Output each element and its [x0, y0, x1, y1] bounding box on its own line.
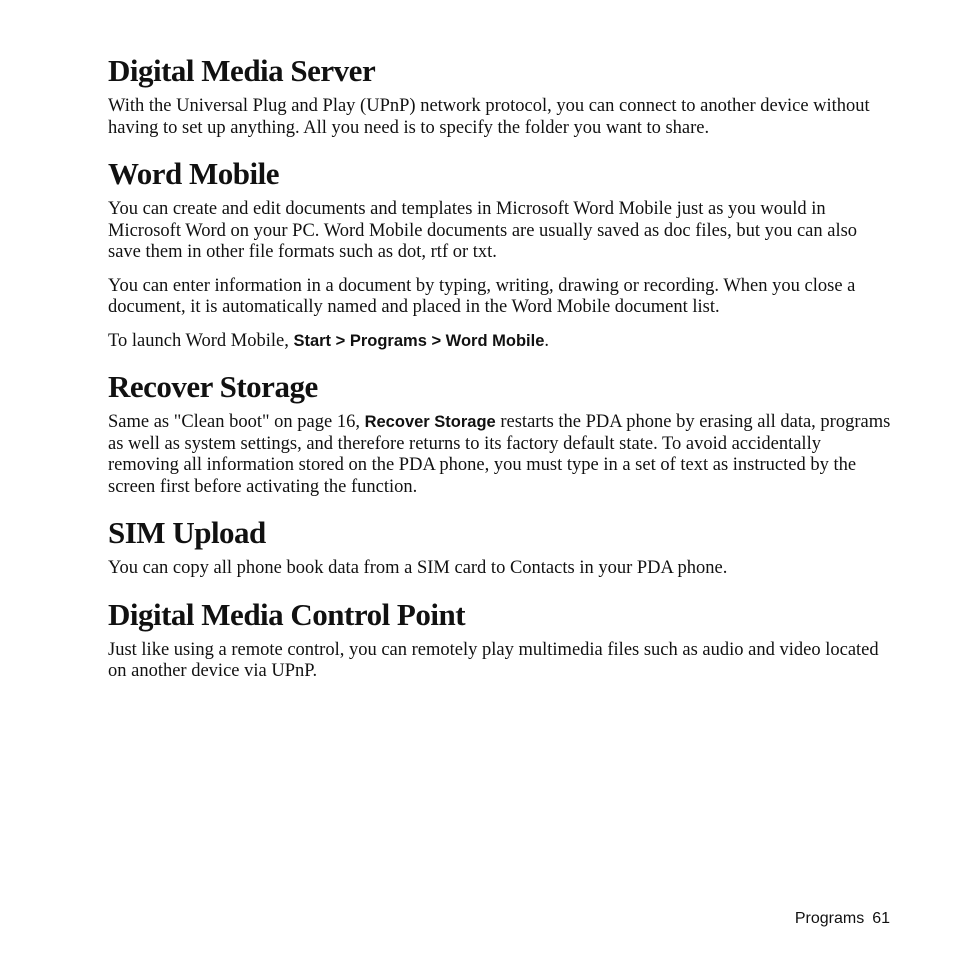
section-word-mobile [108, 155, 892, 352]
section-sim-upload [108, 514, 892, 580]
section-heading: Digital Media Control Point [108, 596, 466, 632]
section-digital-media-server [108, 52, 892, 139]
menu-path: Start > Programs > Word Mobile [293, 331, 545, 350]
launch-instruction [108, 331, 892, 353]
section-heading: Word Mobile [108, 156, 280, 191]
document-page [108, 52, 892, 699]
page-number: 61 [872, 910, 890, 927]
launch-prefix: To launch Word Mobile, [108, 330, 294, 351]
paragraph: With the Universal Plug and Play (UPnP) network protocol, you can connect to another device without having to set up anything. All you need is to specify the folder you want to share. [108, 96, 870, 138]
section-heading: Digital Media Server [108, 53, 376, 88]
paragraph: You can copy all phone book data from a SIM card to Contacts in your PDA phone. [108, 558, 728, 578]
section-heading: SIM Upload [108, 515, 266, 550]
paragraph: Just like using a remote control, you can remotely play multimedia files such as audio and video located on another device via UPnP. [108, 639, 879, 681]
paragraph-suffix: restarts the PDA phone by erasing all data, programs as well as system settings, and therefore returns to its factory default state. To avoid accidentally removing all information stored on the PDA phone, you must type in a set of text as instructed by the screen first before activating the function. [108, 412, 891, 497]
footer-section-label: Programs [794, 910, 865, 927]
section-heading: Recover Storage [108, 369, 318, 404]
launch-suffix: . [544, 330, 549, 351]
section-digital-media-control-point [108, 596, 892, 683]
paragraph [108, 412, 892, 498]
paragraph: You can create and edit documents and templates in Microsoft Word Mobile just as you would in Microsoft Word on your PC. Word Mobile documents are usually saved as doc files, but you can also save them in other file formats such as dot, rtf or txt. [108, 199, 858, 262]
section-recover-storage [108, 368, 892, 498]
paragraph-prefix: Same as "Clean boot" on page 16, [108, 412, 365, 432]
page-footer [795, 909, 890, 929]
paragraph: You can enter information in a document by typing, writing, drawing or recording. When you close a document, it is automatically named and placed in the Word Mobile document list. [108, 275, 856, 317]
ui-term: Recover Storage [364, 413, 496, 431]
